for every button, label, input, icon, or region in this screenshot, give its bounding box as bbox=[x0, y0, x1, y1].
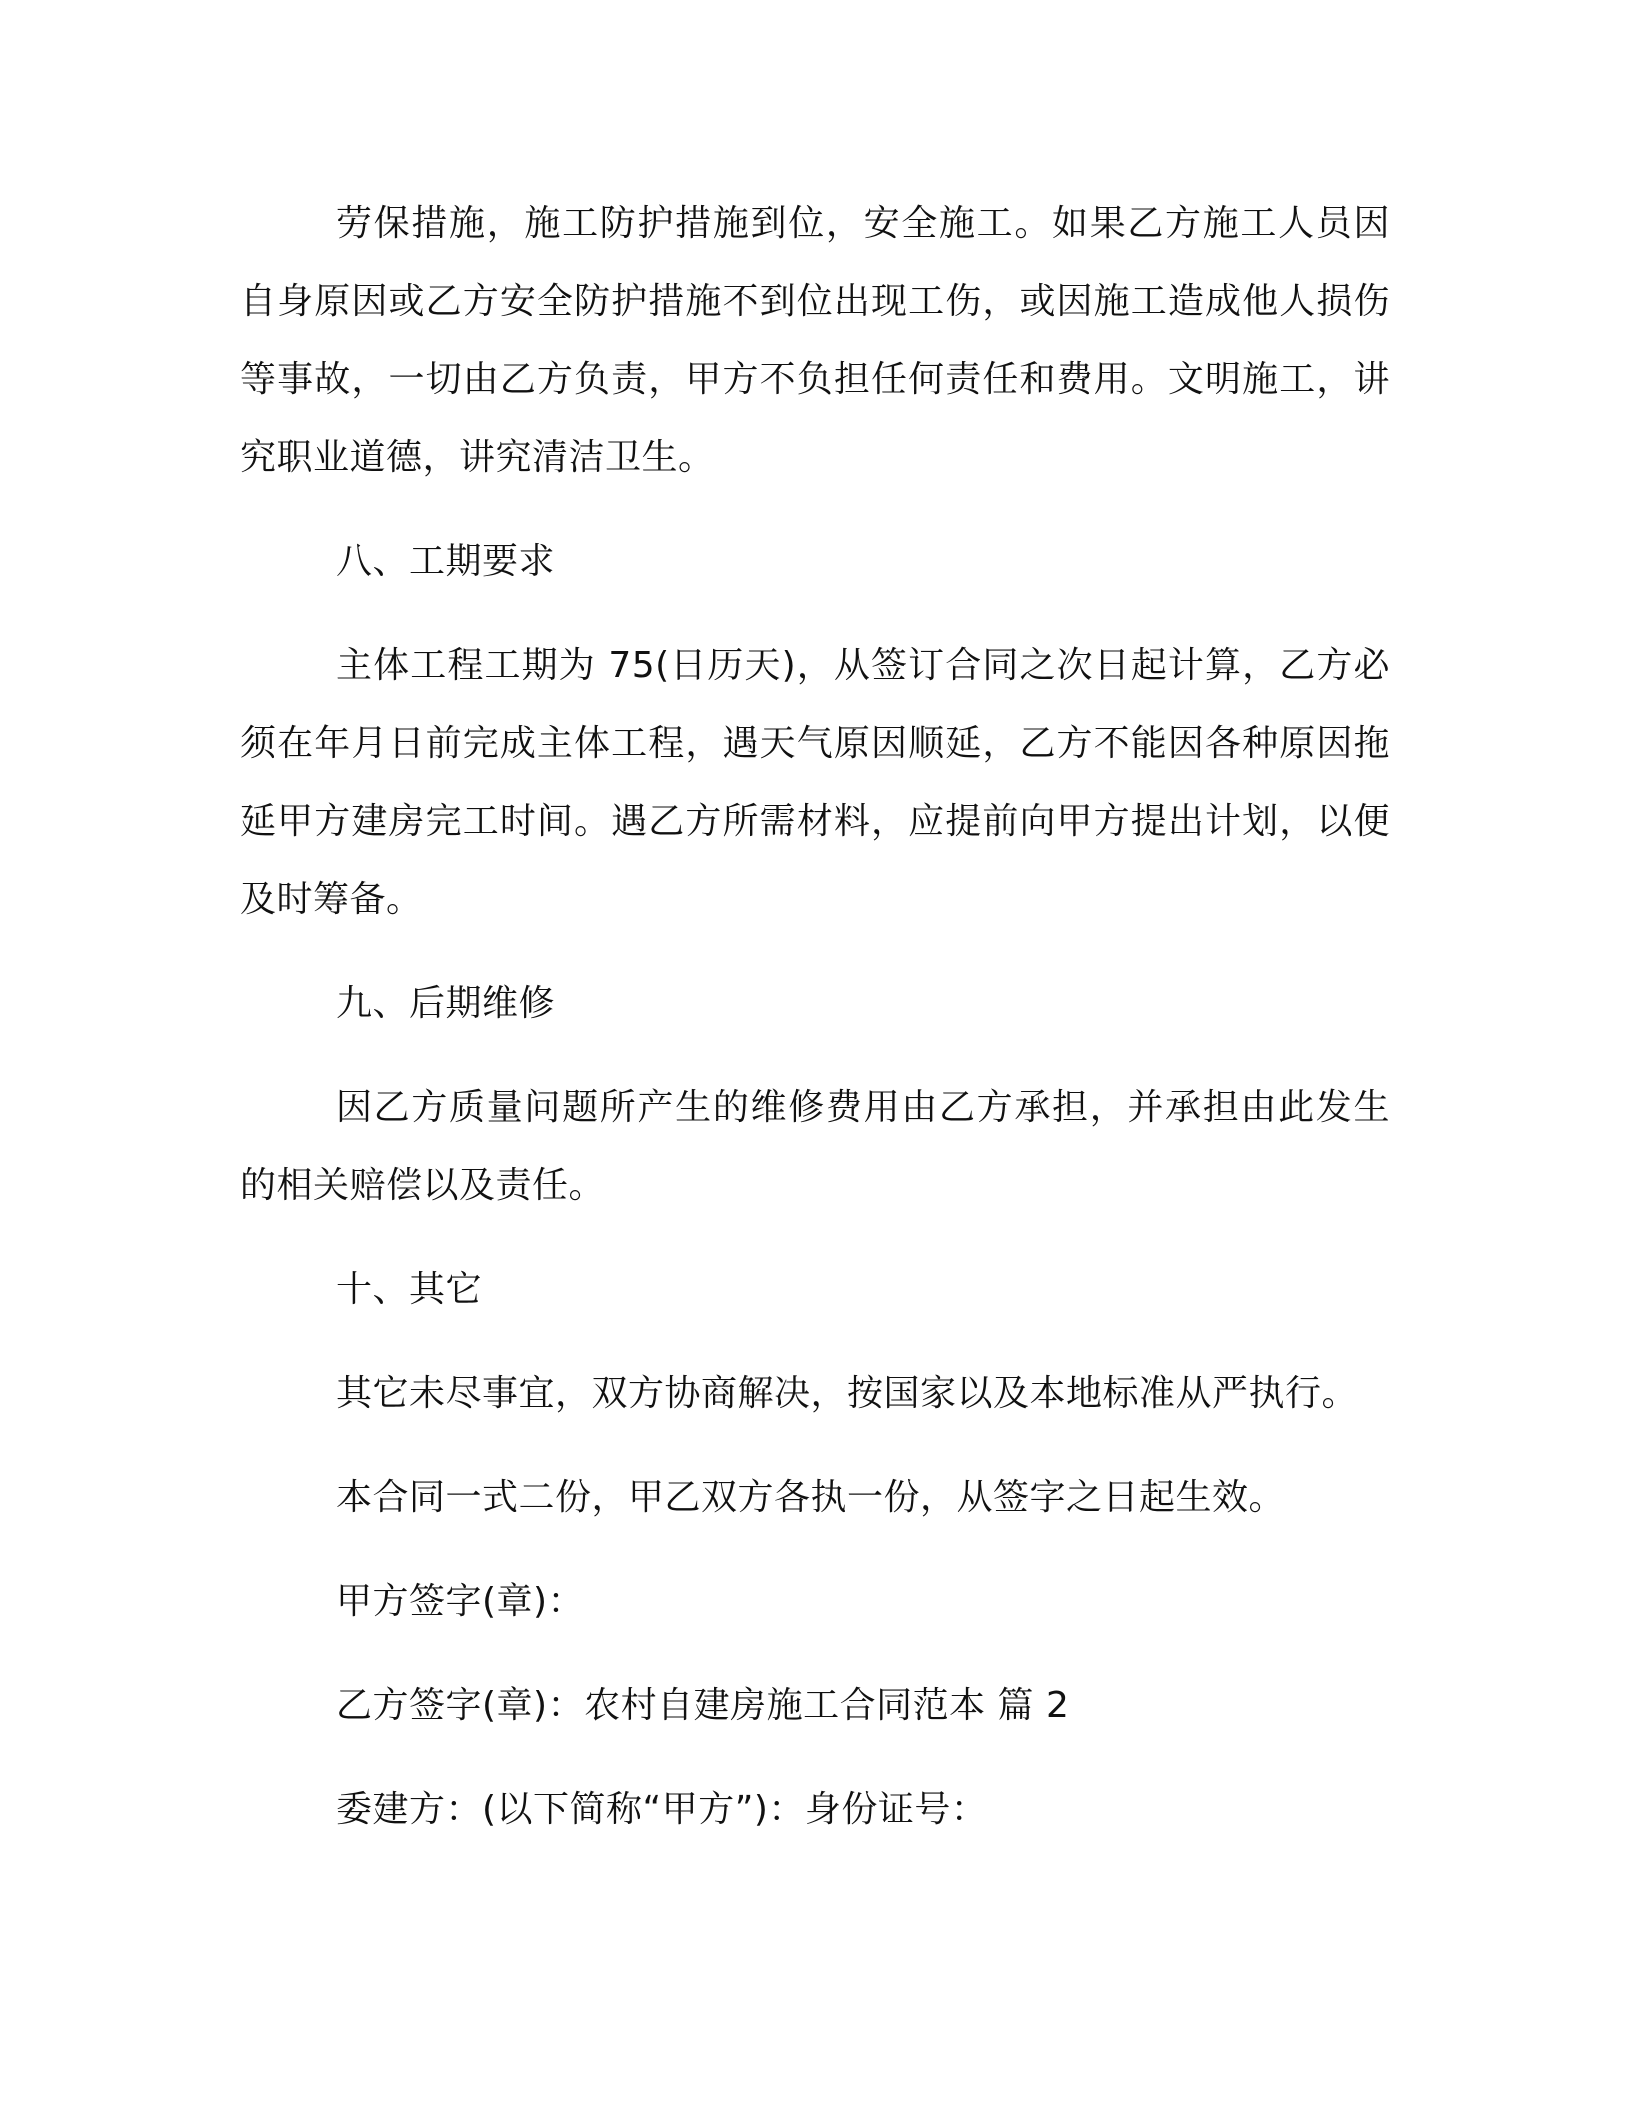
paragraph-maintenance: 因乙方质量问题所产生的维修费用由乙方承担，并承担由此发生的相关赔偿以及责任。 bbox=[240, 1087, 1390, 1206]
paragraph-schedule: 主体工程工期为 75(日历天)，从签订合同之次日起计算，乙方必须在年月日前完成主体工程，遇天气原因顺延，乙方不能因各种原因拖延甲方建房完工时间。遇乙方所需材料，应提前向甲方提出计划，以便及时筹备。 bbox=[240, 645, 1390, 920]
signature-party-b: 乙方签字(章)：农村自建房施工合同范本 篇 2 bbox=[336, 1685, 1070, 1726]
section-heading-maintenance: 九、后期维修 bbox=[336, 983, 556, 1024]
paragraph-other-matters: 其它未尽事宜，双方协商解决，按国家以及本地标准从严执行。 bbox=[336, 1373, 1359, 1414]
section-heading-other: 十、其它 bbox=[336, 1269, 483, 1310]
signature-party-a: 甲方签字(章)： bbox=[336, 1581, 585, 1622]
document-body bbox=[240, 185, 1390, 1849]
paragraph-labor-safety: 劳保措施，施工防护措施到位，安全施工。如果乙方施工人员因自身原因或乙方安全防护措施不到位出现工伤，或因施工造成他人损伤等事故，一切由乙方负责，甲方不负担任何责任和费用。文明施工，讲究职业道德，讲究清洁卫生。 bbox=[240, 203, 1390, 478]
commissioning-party-line: 委建方：(以下简称“甲方”)：身份证号： bbox=[336, 1789, 988, 1830]
section-heading-schedule: 八、工期要求 bbox=[336, 541, 556, 582]
paragraph-effective: 本合同一式二份，甲乙双方各执一份，从签字之日起生效。 bbox=[336, 1477, 1286, 1518]
